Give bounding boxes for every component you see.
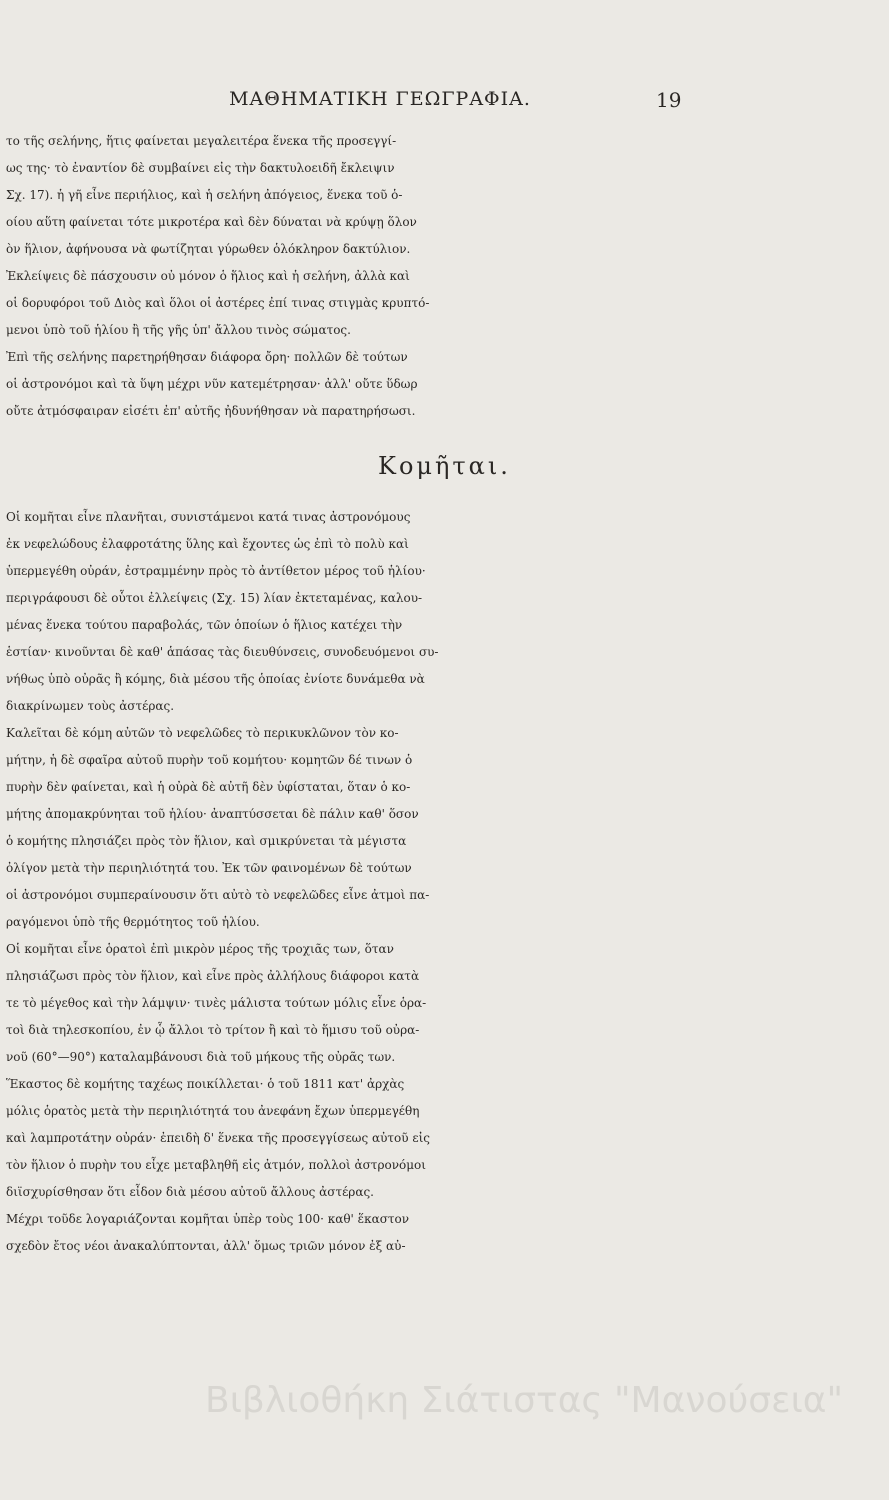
text-line: μήτην, ἡ δὲ σφαῖρα αὐτοῦ πυρὴν τοῦ κομήτου· κομητῶν δέ τινων ὁ [6,753,413,767]
text-line: μήτης ἀπομακρύνηται τοῦ ἡλίου· ἀναπτύσσεται δὲ πάλιν καθ' ὅσον [6,807,419,821]
text-line: το τῆς σελήνης, ἥτις φαίνεται μεγαλειτέρα ἕνεκα τῆς προσεγγί- [6,134,397,148]
text-line: νήθως ὑπὸ οὐρᾶς ἢ κόμης, διὰ μέσου τῆς ὁποίας ἐνίοτε δυνάμεθα νὰ [6,672,425,686]
text-line: Οἱ κομῆται εἶνε ὁρατοὶ ἐπὶ μικρὸν μέρος τῆς τροχιᾶς των, ὅταν [6,942,394,956]
text-line: διακρίνωμεν τοὺς ἀστέρας. [6,699,175,713]
text-line: οίου αὕτη φαίνεται τότε μικροτέρα καὶ δὲν δύναται νὰ κρύψῃ ὅλον [6,215,417,229]
text-line: πυρὴν δὲν φαίνεται, καὶ ἡ οὐρὰ δὲ αὐτῆ δὲν ὑφίσταται, ὅταν ὁ κο- [6,780,411,794]
text-line: ραγόμενοι ὑπὸ τῆς θερμότητος τοῦ ἡλίου. [6,915,260,929]
running-title: ΜΑΘΗΜΑΤΙΚΗ ΓΕΩΓΡΑΦΙΑ. [229,88,531,110]
section-heading: Κομῆται. [378,452,511,480]
text-line: Σχ. 17). ἡ γῆ εἶνε περιήλιος, καὶ ἡ σελήνη ἀπόγειος, ἕνεκα τοῦ ὁ- [6,188,403,202]
text-line: τοὶ διὰ τηλεσκοπίου, ἐν ᾧ ἄλλοι τὸ τρίτον ἢ καὶ τὸ ἥμισυ τοῦ οὐρα- [6,1023,420,1037]
text-line: μενοι ὑπὸ τοῦ ἡλίου ἢ τῆς γῆς ὑπ' ἄλλου τινὸς σώματος. [6,323,351,337]
text-line: ὑπερμεγέθη οὐράν, ἐστραμμένην πρὸς τὸ ἀντίθετον μέρος τοῦ ἡλίου· [6,564,426,578]
text-line: ἐκ νεφελώδους ἐλαφροτάτης ὕλης καὶ ἔχοντες ὡς ἐπὶ τὸ πολὺ καὶ [6,537,409,551]
text-line: οὔτε ἀτμόσφαιραν εἰσέτι ἐπ' αὐτῆς ἠδυνήθησαν νὰ παρατηρήσωσι. [6,404,416,418]
text-line: ως της· τὸ ἐναντίον δὲ συμβαίνει εἰς τὴν δακτυλοειδῆ ἔκλειψιν [6,161,395,175]
text-line: Οἱ κομῆται εἶνε πλανῆται, συνιστάμενοι κατά τινας ἀστρονόμους [6,510,411,524]
text-line: οἱ δορυφόροι τοῦ Διὸς καὶ ὅλοι οἱ ἀστέρες ἐπί τινας στιγμὰς κρυπτό- [6,296,430,310]
text-line: περιγράφουσι δὲ οὗτοι ἐλλείψεις (Σχ. 15) λίαν ἐκτεταμένας, καλου- [6,591,423,605]
text-line: πλησιάζωσι πρὸς τὸν ἥλιον, καὶ εἶνε πρὸς ἀλλήλους διάφοροι κατὰ [6,969,420,983]
text-line: τὸν ἥλιον ὁ πυρὴν του εἶχε μεταβληθῆ εἰς ἀτμόν, πολλοὶ ἀστρονόμοι [6,1158,426,1172]
text-line: διϊσχυρίσθησαν ὅτι εἶδον διὰ μέσου αὐτοῦ ἄλλους ἀστέρας. [6,1185,374,1199]
page-number: 19 [656,88,682,112]
text-line: Μέχρι τοῦδε λογαριάζονται κομῆται ὑπὲρ τοὺς 100· καθ' ἕκαστον [6,1212,410,1226]
text-line: Καλεῖται δὲ κόμη αὐτῶν τὸ νεφελῶδες τὸ περικυκλῶνον τὸν κο- [6,726,399,740]
text-line: μόλις ὁρατὸς μετὰ τὴν περιηλιότητά του ἀνεφάνη ἔχων ὑπερμεγέθη [6,1104,420,1118]
text-line: σχεδὸν ἔτος νέοι ἀνακαλύπτονται, ἀλλ' ὅμως τριῶν μόνον ἐξ αὐ- [6,1239,406,1253]
text-line: νοῦ (60°—90°) καταλαμβάνουσι διὰ τοῦ μήκους τῆς οὐρᾶς των. [6,1050,396,1064]
text-line: ἑστίαν· κινοῦνται δὲ καθ' ἁπάσας τὰς διευθύνσεις, συνοδευόμενοι συ- [6,645,439,659]
text-line: ὀλίγον μετὰ τὴν περιηλιότητά του. Ἐκ τῶν φαινομένων δὲ τούτων [6,861,412,875]
text-line: ὁ κομήτης πλησιάζει πρὸς τὸν ἥλιον, καὶ σμικρύνεται τὰ μέγιστα [6,834,407,848]
text-line: οἱ ἀστρονόμοι συμπεραίνουσιν ὅτι αὐτὸ τὸ νεφελῶδες εἶνε ἀτμοὶ πα- [6,888,430,902]
text-line: καὶ λαμπροτάτην οὐράν· ἐπειδὴ δ' ἕνεκα τῆς προσεγγίσεως αὐτοῦ εἰς [6,1131,430,1145]
text-line: Ἕκαστος δὲ κομήτης ταχέως ποικίλλεται· ὁ τοῦ 1811 κατ' ἀρχὰς [6,1077,405,1091]
text-line: Ἐκλείψεις δὲ πάσχουσιν οὐ μόνον ὁ ἥλιος καὶ ἡ σελήνη, ἀλλὰ καὶ [6,269,410,283]
page-header [0,88,889,118]
text-line: ὸν ἥλιον, ἀφήνουσα νὰ φωτίζηται γύρωθεν ὁλόκληρον δακτύλιον. [6,242,411,256]
text-line: οἱ ἀστρονόμοι καὶ τὰ ὕψη μέχρι νῦν κατεμέτρησαν· ἀλλ' οὔτε ὕδωρ [6,377,418,391]
library-watermark: Βιβλιοθήκη Σιάτιστας "Μανούσεια" [205,1380,844,1421]
text-line: μένας ἕνεκα τούτου παραβολάς, τῶν ὁποίων ὁ ἥλιος κατέχει τὴν [6,618,403,632]
text-line: τε τὸ μέγεθος καὶ τὴν λάμψιν· τινὲς μάλιστα τούτων μόλις εἶνε ὁρα- [6,996,427,1010]
text-line: Ἐπὶ τῆς σελήνης παρετηρήθησαν διάφορα ὄρη· πολλῶν δὲ τούτων [6,350,408,364]
